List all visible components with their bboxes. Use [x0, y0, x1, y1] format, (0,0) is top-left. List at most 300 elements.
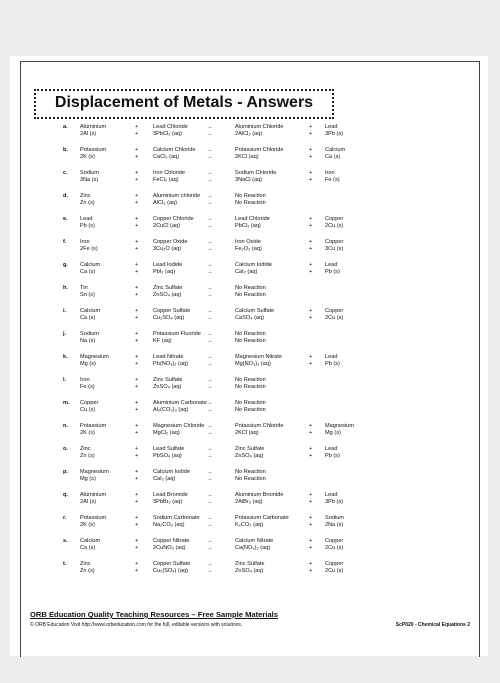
plus-1 [135, 147, 138, 161]
product-1-name: Magnesium Nitrate [235, 354, 282, 360]
reactant-1-formula: Cu (s) [80, 407, 96, 413]
product-1 [235, 400, 266, 414]
footer-title: ORB Education Quality Teaching Resources – Free Sample Materials [30, 610, 278, 619]
product-1 [235, 124, 284, 138]
plus-2 [309, 216, 312, 230]
plus-2-name: + [309, 239, 313, 245]
arrow-formula: → [207, 361, 213, 367]
product-1-formula: No Reaction [235, 476, 266, 482]
reactant-2 [153, 423, 204, 437]
reactant-1-formula: Zn (s) [80, 453, 95, 459]
arrow-name: → [207, 400, 213, 406]
arrow [207, 561, 213, 575]
plus-1 [135, 561, 138, 575]
answers-list [10, 124, 488, 584]
product-2-name: Calcium [325, 147, 346, 153]
question-letter [63, 538, 68, 545]
plus-1-name: + [135, 216, 139, 222]
reactant-1 [80, 170, 99, 184]
plus-2-name: + [309, 515, 313, 521]
reactant-2-name: Potassium Fluoride [153, 331, 201, 337]
plus-2 [309, 354, 312, 368]
product-1-formula: PbCl₂ (aq) [235, 223, 261, 229]
reactant-1-formula: Mg (s) [80, 476, 96, 482]
equation-row [10, 216, 488, 239]
reactant-2-formula: AlCl₃ (aq) [153, 200, 178, 206]
footer-code: ScP020 - Chemical Equations 2 [395, 622, 470, 628]
plus-2 [309, 492, 312, 506]
reactant-1-formula: 2Al (s) [80, 131, 97, 137]
product-1-formula: 2AlCl₃ (aq) [235, 131, 263, 137]
product-1-name: No Reaction [235, 469, 266, 475]
product-2-name: Lead [325, 492, 338, 498]
product-1-name: No Reaction [235, 400, 266, 406]
arrow [207, 193, 213, 207]
plus-1-formula: + [135, 177, 139, 183]
plus-1-formula: + [135, 269, 139, 275]
arrow-formula: → [207, 315, 213, 321]
product-2-name: Copper [325, 538, 344, 544]
plus-2-name: + [309, 538, 313, 544]
product-1-name: Zinc Sulfate [235, 561, 265, 567]
product-1-name: Calcium Iodide [235, 262, 272, 268]
product-2-formula: 2Cu (s) [325, 545, 344, 551]
product-2-formula: Pb (s) [325, 453, 340, 459]
reactant-1-name: Aluminium [80, 124, 107, 130]
equation-row [10, 423, 488, 446]
product-1-formula: Fe₂O₃ (aq) [235, 246, 262, 252]
product-1 [235, 492, 284, 506]
arrow-formula: → [207, 430, 213, 436]
plus-1 [135, 239, 138, 253]
reactant-1-name: Iron [80, 377, 90, 383]
arrow-name: → [207, 193, 213, 199]
reactant-1-name: Aluminium [80, 492, 107, 498]
plus-1-name: + [135, 538, 139, 544]
reactant-2-name: Magnesium Chloride [153, 423, 205, 429]
reactant-1-formula: Ca (s) [80, 545, 96, 551]
product-2-name: Sodium [325, 515, 344, 521]
product-1-formula: No Reaction [235, 200, 266, 206]
reactant-2-name: Calcium Iodide [153, 469, 190, 475]
reactant-1-formula: Pb (s) [80, 223, 95, 229]
question-letter-name: e. [63, 216, 68, 222]
reactant-1 [80, 515, 106, 529]
reactant-2-name: Lead Nitrate [153, 354, 184, 360]
product-2-formula: 2Cu (s) [325, 223, 344, 229]
product-1-formula: No Reaction [235, 338, 266, 344]
product-2-name: Copper [325, 239, 344, 245]
arrow-formula: → [207, 476, 213, 482]
product-2 [325, 170, 340, 184]
reactant-2 [153, 170, 185, 184]
reactant-2-formula: MgCl₂ (aq) [153, 430, 180, 436]
arrow [207, 400, 213, 414]
product-2-formula: Mg (s) [325, 430, 341, 436]
arrow-formula: → [207, 154, 213, 160]
question-letter [63, 469, 68, 476]
reactant-1 [80, 469, 109, 483]
reactant-1 [80, 262, 100, 276]
arrow-formula: → [207, 338, 213, 344]
product-1 [235, 170, 276, 184]
question-letter [63, 354, 68, 361]
arrow [207, 469, 213, 483]
plus-1 [135, 308, 138, 322]
plus-1-formula: + [135, 154, 139, 160]
question-letter-name: s. [63, 538, 68, 544]
plus-1-formula: + [135, 568, 139, 574]
reactant-2 [153, 469, 190, 483]
plus-1-name: + [135, 400, 139, 406]
equation-row [10, 561, 488, 584]
arrow-name: → [207, 469, 213, 475]
arrow [207, 331, 213, 345]
product-1-name: Calcium Nitrate [235, 538, 274, 544]
product-1-formula: ZnSO₄ (aq) [235, 453, 264, 459]
reactant-1-name: Zinc [80, 193, 91, 199]
product-2 [325, 515, 344, 529]
question-letter [63, 285, 68, 292]
question-letter [63, 377, 66, 384]
product-2 [325, 423, 354, 437]
product-1 [235, 331, 266, 345]
plus-2-formula: + [309, 522, 313, 528]
plus-1-formula: + [135, 292, 139, 298]
question-letter [63, 515, 66, 522]
product-2 [325, 216, 343, 230]
question-letter-name: o. [63, 446, 68, 452]
plus-1 [135, 469, 138, 483]
reactant-1 [80, 423, 106, 437]
question-letter-name: n. [63, 423, 68, 429]
question-letter [63, 446, 68, 453]
reactant-2 [153, 515, 200, 529]
arrow [207, 262, 213, 276]
reactant-1-name: Sodium [80, 170, 99, 176]
plus-1 [135, 400, 138, 414]
plus-1 [135, 377, 138, 391]
arrow-formula: → [207, 177, 213, 183]
reactant-2 [153, 124, 188, 138]
arrow-formula: → [207, 131, 213, 137]
product-1-name: Iron Oxide [235, 239, 261, 245]
reactant-1 [80, 561, 95, 575]
reactant-2-name: Copper Sulfate [153, 308, 191, 314]
plus-1 [135, 124, 138, 138]
reactant-2-name: Copper Chloride [153, 216, 194, 222]
reactant-2-formula: Cu₂(SO₄) (aq) [153, 568, 188, 574]
equation-row [10, 492, 488, 515]
reactant-1-name: Copper [80, 400, 99, 406]
plus-1-name: + [135, 193, 139, 199]
plus-2 [309, 423, 312, 437]
question-letter-name: j. [63, 331, 67, 337]
plus-1-formula: + [135, 545, 139, 551]
plus-2-name: + [309, 124, 313, 130]
question-letter-name: c. [63, 170, 68, 176]
plus-2 [309, 170, 312, 184]
reactant-1-name: Potassium [80, 147, 107, 153]
question-letter [63, 262, 68, 269]
question-letter-name: t. [63, 561, 67, 567]
plus-1-formula: + [135, 430, 139, 436]
arrow [207, 239, 213, 253]
reactant-2-formula: ZnSO₄ (aq) [153, 384, 182, 390]
product-1-name: Aluminium Chloride [235, 124, 284, 130]
equation-row [10, 308, 488, 331]
arrow-name: → [207, 124, 213, 130]
plus-1-name: + [135, 446, 139, 452]
product-1-formula: CaI₂ (aq) [235, 269, 258, 275]
plus-2-formula: + [309, 246, 313, 252]
arrow [207, 423, 213, 437]
reactant-1-formula: 2Al (s) [80, 499, 97, 505]
product-1-name: Zinc Sulfate [235, 446, 265, 452]
plus-1-name: + [135, 469, 139, 475]
plus-1 [135, 515, 138, 529]
plus-1 [135, 423, 138, 437]
product-2-formula: Ca (s) [325, 154, 341, 160]
plus-1-formula: + [135, 338, 139, 344]
product-2-name: Lead [325, 446, 338, 452]
product-2 [325, 124, 343, 138]
reactant-1-formula: Sn (s) [80, 292, 95, 298]
page-title: Displacement of Metals - Answers [54, 94, 314, 111]
reactant-1-name: Magnesium [80, 354, 109, 360]
plus-2-formula: + [309, 177, 313, 183]
plus-1 [135, 170, 138, 184]
arrow [207, 285, 213, 299]
reactant-1-formula: Zn (s) [80, 200, 95, 206]
plus-1-name: + [135, 124, 139, 130]
equation-row [10, 262, 488, 285]
arrow [207, 492, 213, 506]
product-1-name: Calcium Sulfate [235, 308, 275, 314]
question-letter [63, 193, 68, 200]
reactant-1-formula: Ca (s) [80, 269, 96, 275]
arrow-name: → [207, 331, 213, 337]
product-1 [235, 193, 266, 207]
product-1-name: No Reaction [235, 193, 266, 199]
arrow-formula: → [207, 407, 213, 413]
plus-2-formula: + [309, 499, 313, 505]
product-2 [325, 308, 343, 322]
reactant-2-formula: 3PbCl₂ (aq) [153, 131, 182, 137]
question-letter [63, 492, 68, 499]
plus-1 [135, 538, 138, 552]
plus-1 [135, 331, 138, 345]
question-letter-name: g. [63, 262, 68, 268]
question-letter-name: q. [63, 492, 68, 498]
plus-1-formula: + [135, 315, 139, 321]
reactant-1 [80, 538, 100, 552]
arrow-name: → [207, 492, 213, 498]
arrow-name: → [207, 170, 213, 176]
reactant-1 [80, 354, 109, 368]
product-1-formula: Ca(NO₃)₂ (aq) [235, 545, 271, 551]
plus-1-formula: + [135, 407, 139, 413]
plus-2-name: + [309, 170, 313, 176]
question-letter [63, 170, 68, 177]
arrow [207, 147, 213, 161]
reactant-1-formula: Ca (s) [80, 315, 96, 321]
reactant-1-name: Iron [80, 239, 90, 245]
product-2-formula: Pb (s) [325, 361, 340, 367]
plus-2-formula: + [309, 545, 313, 551]
reactant-1 [80, 400, 98, 414]
question-letter [63, 147, 68, 154]
plus-2-name: + [309, 216, 313, 222]
product-1-formula: 3NaCl (aq) [235, 177, 263, 183]
plus-2-formula: + [309, 154, 313, 160]
product-2 [325, 446, 340, 460]
reactant-2 [153, 377, 183, 391]
reactant-2-name: Lead Bromide [153, 492, 188, 498]
arrow-name: → [207, 354, 213, 360]
plus-2 [309, 446, 312, 460]
product-2 [325, 492, 343, 506]
reactant-2 [153, 561, 190, 575]
product-2-formula: 2Na (s) [325, 522, 344, 528]
reactant-2 [153, 400, 207, 414]
arrow-formula: → [207, 269, 213, 275]
plus-1 [135, 446, 138, 460]
plus-2 [309, 515, 312, 529]
arrow-formula: → [207, 223, 213, 229]
reactant-2-formula: 2CuCl (aq) [153, 223, 181, 229]
equation-row [10, 400, 488, 423]
product-2-formula: 3Cu (s) [325, 246, 344, 252]
product-2 [325, 239, 343, 253]
question-letter-name: m. [63, 400, 70, 406]
product-1-formula: No Reaction [235, 384, 266, 390]
equation-row [10, 124, 488, 147]
reactant-2 [153, 262, 182, 276]
arrow-name: → [207, 216, 213, 222]
product-2-formula: 3Pb (s) [325, 499, 344, 505]
arrow-formula: → [207, 453, 213, 459]
product-1-formula: CaSO₄ (aq) [235, 315, 265, 321]
question-letter-name: d. [63, 193, 68, 199]
arrow-name: → [207, 262, 213, 268]
equation-row [10, 515, 488, 538]
arrow-name: → [207, 377, 213, 383]
reactant-1-formula: Zn (s) [80, 568, 95, 574]
reactant-1-formula: 2K (s) [80, 522, 95, 528]
plus-1-name: + [135, 492, 139, 498]
product-2-formula: 3Pb (s) [325, 131, 344, 137]
arrow-name: → [207, 515, 213, 521]
reactant-2-name: Lead Chloride [153, 124, 188, 130]
reactant-1 [80, 377, 95, 391]
reactant-1-name: Potassium [80, 423, 107, 429]
plus-1-formula: + [135, 200, 139, 206]
reactant-2-name: Zinc Sulfate [153, 285, 183, 291]
product-1 [235, 262, 272, 276]
reactant-2 [153, 308, 190, 322]
product-1 [235, 308, 274, 322]
reactant-1-name: Sodium [80, 331, 99, 337]
reactant-2-formula: Pb(NO₃)₂ (aq) [153, 361, 188, 367]
plus-1 [135, 492, 138, 506]
product-1 [235, 446, 265, 460]
reactant-2-name: Aluminium chloride [153, 193, 201, 199]
question-letter [63, 124, 68, 131]
reactant-2-name: Lead Sulfate [153, 446, 185, 452]
product-1-formula: K₂CO₃ (aq) [235, 522, 264, 528]
worksheet-page [10, 56, 488, 656]
reactant-1-name: Calcium [80, 262, 101, 268]
reactant-1-formula: 2K (s) [80, 154, 95, 160]
arrow-formula: → [207, 568, 213, 574]
product-1-formula: No Reaction [235, 407, 266, 413]
reactant-1 [80, 216, 95, 230]
equation-row [10, 331, 488, 354]
plus-1-name: + [135, 515, 139, 521]
plus-1-name: + [135, 561, 139, 567]
plus-1-formula: + [135, 384, 139, 390]
product-1 [235, 561, 265, 575]
plus-1 [135, 193, 138, 207]
product-2 [325, 354, 340, 368]
question-letter-name: r. [63, 515, 67, 521]
plus-1-formula: + [135, 223, 139, 229]
product-1-name: Aluminium Bromide [235, 492, 284, 498]
product-1 [235, 538, 273, 552]
arrow-name: → [207, 285, 213, 291]
arrow-name: → [207, 239, 213, 245]
reactant-1 [80, 124, 106, 138]
arrow-formula: → [207, 200, 213, 206]
reactant-2 [153, 446, 184, 460]
arrow-formula: → [207, 384, 213, 390]
arrow [207, 377, 213, 391]
product-1 [235, 147, 284, 161]
reactant-1-name: Zinc [80, 446, 91, 452]
reactant-1 [80, 492, 106, 506]
reactant-2-formula: KF (aq) [153, 338, 172, 344]
plus-2-name: + [309, 354, 313, 360]
product-2-name: Copper [325, 308, 344, 314]
question-letter-name: i. [63, 308, 67, 314]
reactant-1-name: Zinc [80, 561, 91, 567]
product-1 [235, 216, 270, 230]
plus-1-name: + [135, 377, 139, 383]
plus-1 [135, 285, 138, 299]
plus-2-formula: + [309, 430, 313, 436]
question-letter [63, 239, 66, 246]
product-2-formula: 2Cu (s) [325, 568, 344, 574]
reactant-1-formula: 3Na (s) [80, 177, 99, 183]
reactant-2-formula: 3Cu₂O (aq) [153, 246, 182, 252]
reactant-1 [80, 147, 106, 161]
plus-1-formula: + [135, 476, 139, 482]
product-2-formula: Pb (s) [325, 269, 340, 275]
reactant-2 [153, 216, 194, 230]
plus-1-name: + [135, 331, 139, 337]
product-1 [235, 423, 284, 437]
arrow-name: → [207, 561, 213, 567]
product-2 [325, 538, 343, 552]
plus-2 [309, 147, 312, 161]
plus-2 [309, 262, 312, 276]
question-letter-name: a. [63, 124, 68, 130]
product-2-name: Copper [325, 561, 344, 567]
product-2 [325, 561, 343, 575]
equation-row [10, 239, 488, 262]
equation-row [10, 446, 488, 469]
